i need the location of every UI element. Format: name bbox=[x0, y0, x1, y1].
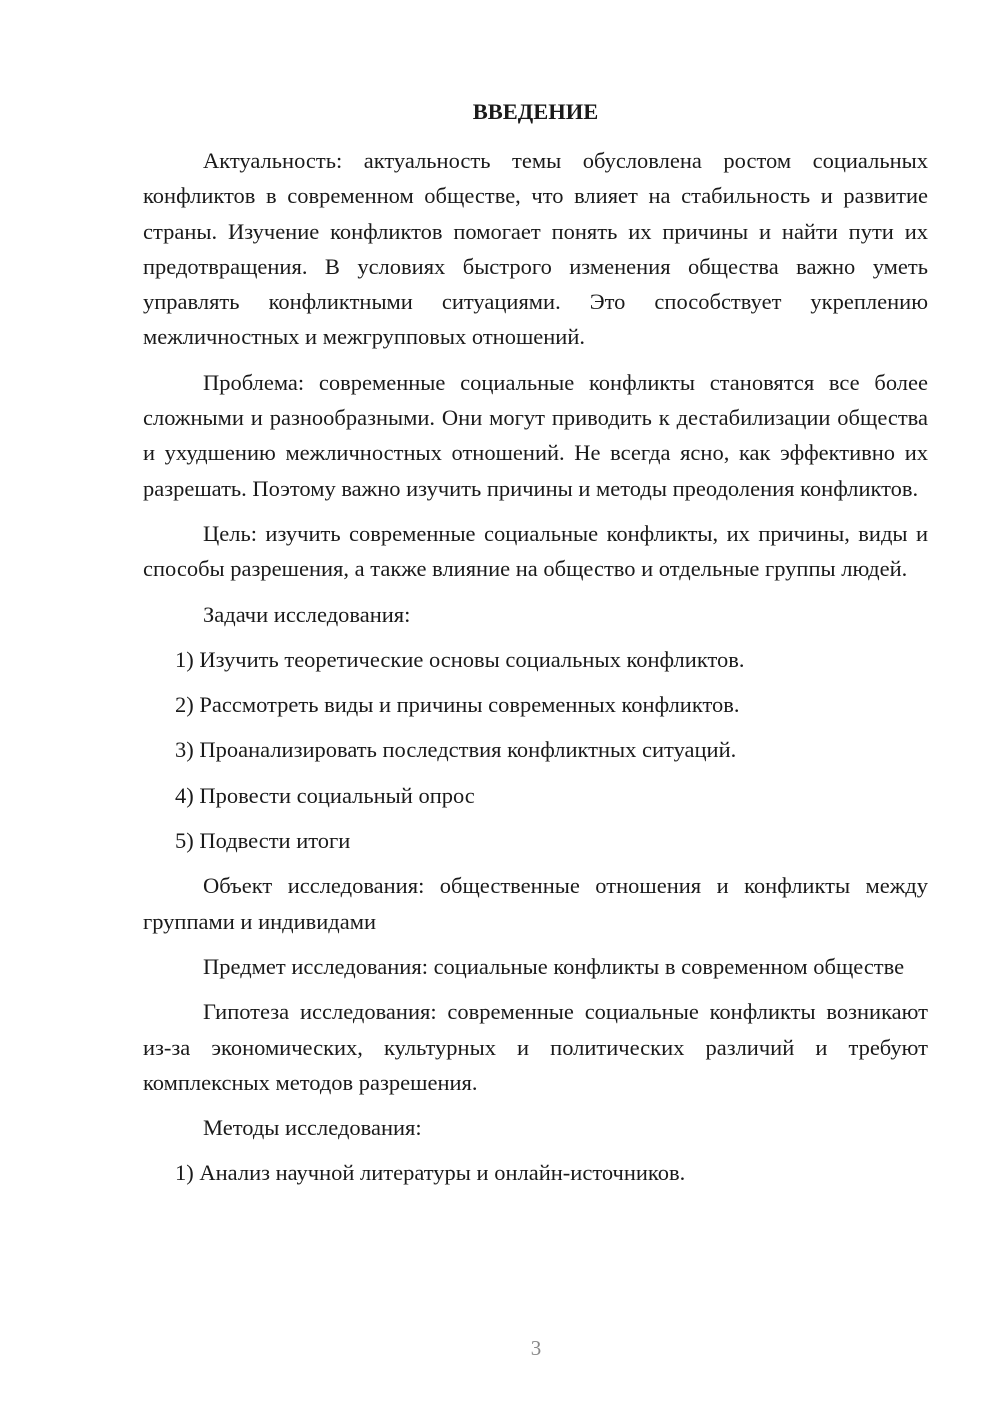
page-number: 3 bbox=[530, 1336, 542, 1360]
problem-paragraph: Проблема: современные социальные конфликты становятся все более сложными и разнообразными. Они могут приводить к дестабилизации общества и ухудшению межличностных отношений. Не всегда ясно, как эффективно их разрешать. Поэтому важно изучить причины и методы преодоления конфликтов. bbox=[143, 369, 928, 501]
task-item-2: 2) Рассмотреть виды и причины современных конфликтов. bbox=[175, 692, 740, 718]
method-item-1: 1) Анализ научной литературы и онлайн-источников. bbox=[175, 1160, 686, 1186]
subject-paragraph: Предмет исследования: социальные конфликты в современном обществе bbox=[203, 953, 905, 979]
goal-paragraph: Цель: изучить современные социальные конфликты, их причины, виды и способы разрешения, а также влияние на общество и отдельные группы людей. bbox=[143, 520, 928, 582]
task-item-4: 4) Провести социальный опрос bbox=[175, 782, 475, 808]
page-content bbox=[143, 94, 928, 1201]
tasks-heading: Задачи исследования: bbox=[203, 601, 411, 627]
hypothesis-paragraph: Гипотеза исследования: современные социальные конфликты возникают из-за экономических, культурных и политических различий и требуют комплексных методов разрешения. bbox=[143, 999, 928, 1095]
methods-heading: Методы исследования: bbox=[203, 1115, 422, 1141]
object-paragraph: Объект исследования: общественные отношения и конфликты между группами и индивидами bbox=[143, 873, 928, 934]
task-item-5: 5) Подвести итоги bbox=[175, 828, 351, 854]
section-title: ВВЕДЕНИЕ bbox=[472, 99, 599, 124]
task-item-1: 1) Изучить теоретические основы социальных конфликтов. bbox=[175, 646, 745, 672]
relevance-paragraph: Актуальность: актуальность темы обусловлена ростом социальных конфликтов в современном обществе, что влияет на стабильность и развитие страны. Изучение конфликтов помогает понять их причины и найти пути их предотвращения. В условиях быстрого изменения общества важно уметь управлять конфликтными ситуациями. Это способствует укреплению межличностных и межгрупповых отношений. bbox=[143, 148, 928, 350]
task-item-3: 3) Проанализировать последствия конфликтных ситуаций. bbox=[175, 737, 737, 763]
